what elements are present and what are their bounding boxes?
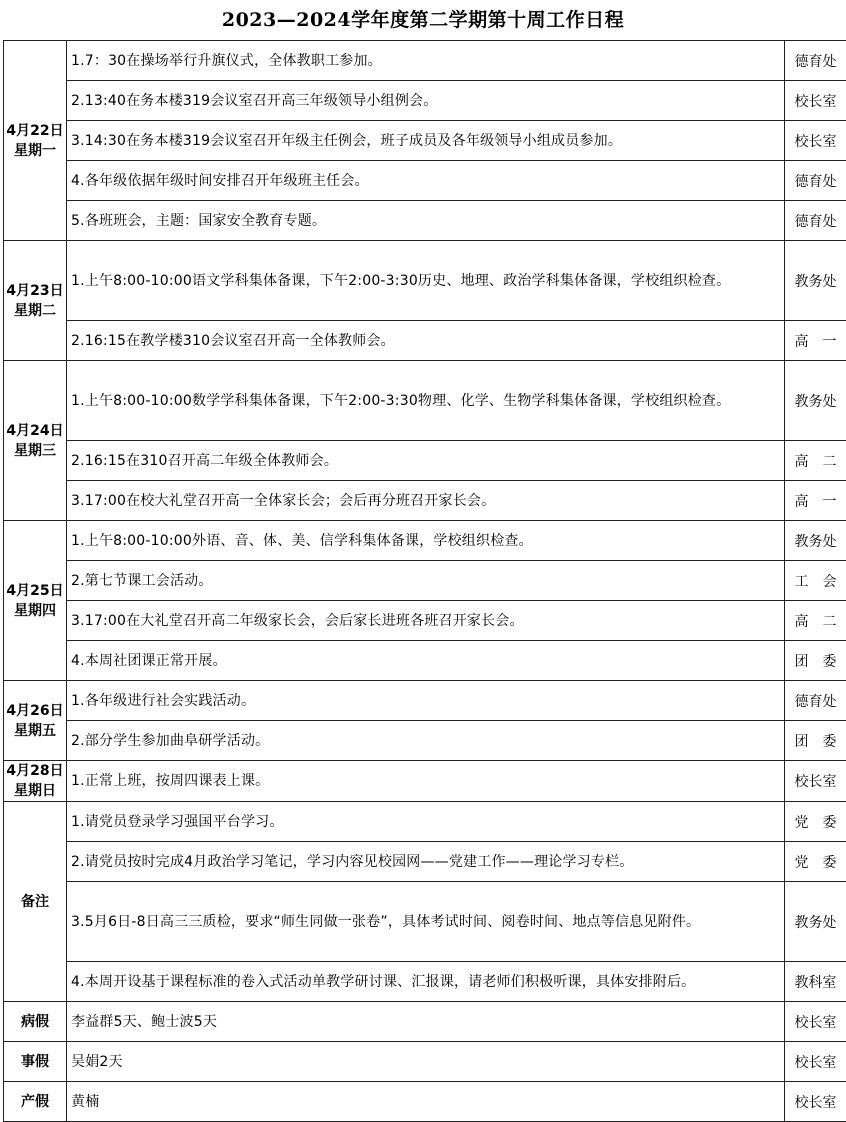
- department-cell: 校长室: [785, 1042, 846, 1082]
- department-cell: 德育处: [785, 201, 846, 241]
- table-row: [4, 241, 846, 321]
- department-cell: 校长室: [785, 81, 846, 121]
- leave-names: 李益群5天、鲍士波5天: [67, 1002, 785, 1042]
- department-cell: 团 委: [785, 641, 846, 681]
- schedule-item: 1.各年级进行社会实践活动。: [67, 681, 785, 721]
- table-row: [4, 361, 846, 441]
- leave-names: 黄楠: [67, 1082, 785, 1122]
- table-row: [4, 1042, 846, 1082]
- day-cell: [4, 681, 67, 761]
- table-row: [4, 121, 846, 161]
- schedule-item: 3.17:00在大礼堂召开高二年级家长会，会后家长进班各班召开家长会。: [67, 601, 785, 641]
- day-date: 4月28日: [4, 761, 66, 781]
- note-item: 2.请党员按时完成4月政治学习笔记，学习内容见校园网——党建工作——理论学习专栏。: [67, 842, 785, 882]
- day-weekday: 星期二: [4, 301, 66, 321]
- department-cell: 团 委: [785, 721, 846, 761]
- schedule-item: 3.14:30在务本楼319会议室召开年级主任例会，班子成员及各年级领导小组成员参加。: [67, 121, 785, 161]
- schedule-item: 5.各班班会，主题：国家安全教育专题。: [67, 201, 785, 241]
- notes-label: 备注: [4, 802, 67, 1002]
- schedule-item: 1.上午8:00-10:00外语、音、体、美、信学科集体备课，学校组织检查。: [67, 521, 785, 561]
- day-cell: [4, 241, 67, 361]
- schedule-item: 1.正常上班，按周四课表上课。: [67, 761, 785, 802]
- department-cell: 校长室: [785, 761, 846, 802]
- department-cell: 教务处: [785, 882, 846, 962]
- schedule-item: 2.16:15在教学楼310会议室召开高一全体教师会。: [67, 321, 785, 361]
- schedule-item: 1.上午8:00-10:00数学学科集体备课，下午2:00-3:30物理、化学、生物学科集体备课，学校组织检查。: [67, 361, 785, 441]
- table-row: [4, 561, 846, 601]
- leave-type: 病假: [4, 1002, 67, 1042]
- schedule-item: 3.17:00在校大礼堂召开高一全体家长会；会后再分班召开家长会。: [67, 481, 785, 521]
- day-cell: [4, 361, 67, 521]
- department-cell: 高 一: [785, 321, 846, 361]
- leave-names: 吴娟2天: [67, 1042, 785, 1082]
- table-row: [4, 1082, 846, 1122]
- table-row: [4, 681, 846, 721]
- schedule-item: 2.部分学生参加曲阜研学活动。: [67, 721, 785, 761]
- department-cell: 校长室: [785, 1002, 846, 1042]
- table-row: [4, 481, 846, 521]
- day-date: 4月24日: [4, 421, 66, 441]
- schedule-item: 1.7：30在操场举行升旗仪式，全体教职工参加。: [67, 41, 785, 81]
- department-cell: 教务处: [785, 521, 846, 561]
- department-cell: 教务处: [785, 361, 846, 441]
- table-row: [4, 41, 846, 81]
- department-cell: 校长室: [785, 121, 846, 161]
- page-title: 2023—2024学年度第二学期第十周工作日程: [0, 0, 846, 40]
- table-row: [4, 321, 846, 361]
- leave-type: 事假: [4, 1042, 67, 1082]
- day-cell: [4, 761, 67, 802]
- department-cell: 工 会: [785, 561, 846, 601]
- note-item: 4.本周开设基于课程标准的卷入式活动单教学研讨课、汇报课，请老师们积极听课，具体安排附后。: [67, 962, 785, 1002]
- department-cell: 德育处: [785, 681, 846, 721]
- day-weekday: 星期三: [4, 441, 66, 461]
- table-row: [4, 962, 846, 1002]
- table-row: [4, 441, 846, 481]
- department-cell: 校长室: [785, 1082, 846, 1122]
- department-cell: 德育处: [785, 161, 846, 201]
- day-weekday: 星期五: [4, 721, 66, 741]
- table-row: [4, 842, 846, 882]
- department-cell: 高 一: [785, 481, 846, 521]
- table-row: [4, 521, 846, 561]
- day-date: 4月22日: [4, 121, 66, 141]
- day-cell: [4, 521, 67, 681]
- schedule-item: 2.13:40在务本楼319会议室召开高三年级领导小组例会。: [67, 81, 785, 121]
- department-cell: 党 委: [785, 842, 846, 882]
- day-date: 4月25日: [4, 581, 66, 601]
- department-cell: 教务处: [785, 241, 846, 321]
- department-cell: 党 委: [785, 802, 846, 842]
- schedule-item: 2.16:15在310召开高二年级全体教师会。: [67, 441, 785, 481]
- table-row: [4, 601, 846, 641]
- table-row: [4, 761, 846, 802]
- day-date: 4月26日: [4, 701, 66, 721]
- day-weekday: 星期一: [4, 141, 66, 161]
- day-date: 4月23日: [4, 281, 66, 301]
- schedule-item: 1.上午8:00-10:00语文学科集体备课，下午2:00-3:30历史、地理、政治学科集体备课，学校组织检查。: [67, 241, 785, 321]
- note-item: 3.5月6日-8日高三三质检，要求“师生同做一张卷”，具体考试时间、阅卷时间、地点等信息见附件。: [67, 882, 785, 962]
- note-item: 1.请党员登录学习强国平台学习。: [67, 802, 785, 842]
- schedule-item: 4.各年级依据年级时间安排召开年级班主任会。: [67, 161, 785, 201]
- table-row: [4, 721, 846, 761]
- day-cell: [4, 41, 67, 241]
- leave-type: 产假: [4, 1082, 67, 1122]
- schedule-table: [3, 40, 846, 1122]
- schedule-item: 4.本周社团课正常开展。: [67, 641, 785, 681]
- day-weekday: 星期四: [4, 601, 66, 621]
- department-cell: 教科室: [785, 962, 846, 1002]
- table-row: [4, 882, 846, 962]
- table-row: [4, 201, 846, 241]
- day-weekday: 星期日: [4, 781, 66, 801]
- table-row: [4, 161, 846, 201]
- table-row: [4, 802, 846, 842]
- table-row: [4, 1002, 846, 1042]
- schedule-item: 2.第七节课工会活动。: [67, 561, 785, 601]
- department-cell: 高 二: [785, 441, 846, 481]
- table-row: [4, 81, 846, 121]
- department-cell: 德育处: [785, 41, 846, 81]
- department-cell: 高 二: [785, 601, 846, 641]
- table-row: [4, 641, 846, 681]
